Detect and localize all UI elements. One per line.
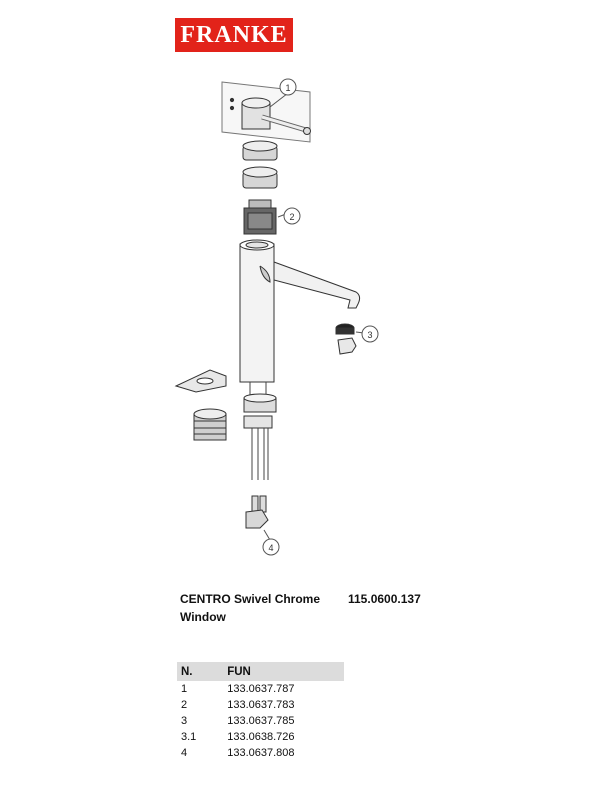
callout-4 [263,539,279,555]
product-name-line2: Window [180,610,226,624]
cap-nut [243,167,277,188]
table-row [177,681,344,697]
part-code: 133.0637.808 [227,747,295,759]
callout-2 [284,208,300,224]
gasket-plate [176,370,226,392]
part-number: 4 [181,747,188,759]
threaded-nut [194,409,226,440]
callout-3 [362,326,378,342]
table-row [177,729,344,745]
callout-1 [280,79,296,95]
part-1-lever-handle [222,82,311,142]
callout-3-label: 3 [367,330,373,340]
faucet-body [240,240,360,382]
logo-text: FRANKE [180,21,288,48]
product-code: 115.0600.137 [348,592,421,606]
parts-table-header-row [177,662,344,681]
part-code: 133.0637.783 [227,699,295,711]
part-code: 133.0637.787 [227,683,295,695]
part-3-aerator [336,324,364,354]
exploded-view-drawing [160,70,420,570]
table-row [177,745,344,761]
part-2-cartridge [244,200,286,234]
supply-hoses [252,428,268,480]
column-header-fun: FUN [207,662,344,681]
callout-2-label: 2 [289,212,295,222]
callout-4-label: 4 [268,543,274,553]
part-number: 3.1 [181,731,197,743]
callout-1-label: 1 [285,83,291,93]
mounting-bracket [244,416,272,428]
part-code: 133.0637.785 [227,715,295,727]
part-code: 133.0638.726 [227,731,295,743]
product-name-line1: CENTRO Swivel Chrome [180,592,321,606]
franke-logo [175,18,293,52]
table-row [177,697,344,713]
part-number: 2 [181,699,188,711]
product-name [180,590,330,626]
part-number: 1 [181,683,188,695]
parts-table [177,662,344,761]
retaining-ring [243,141,277,160]
table-row [177,713,344,729]
part-number: 3 [181,715,188,727]
fixing-ring [244,394,276,412]
column-header-number: N. [177,662,207,681]
part-4-hose-connectors [246,496,270,540]
